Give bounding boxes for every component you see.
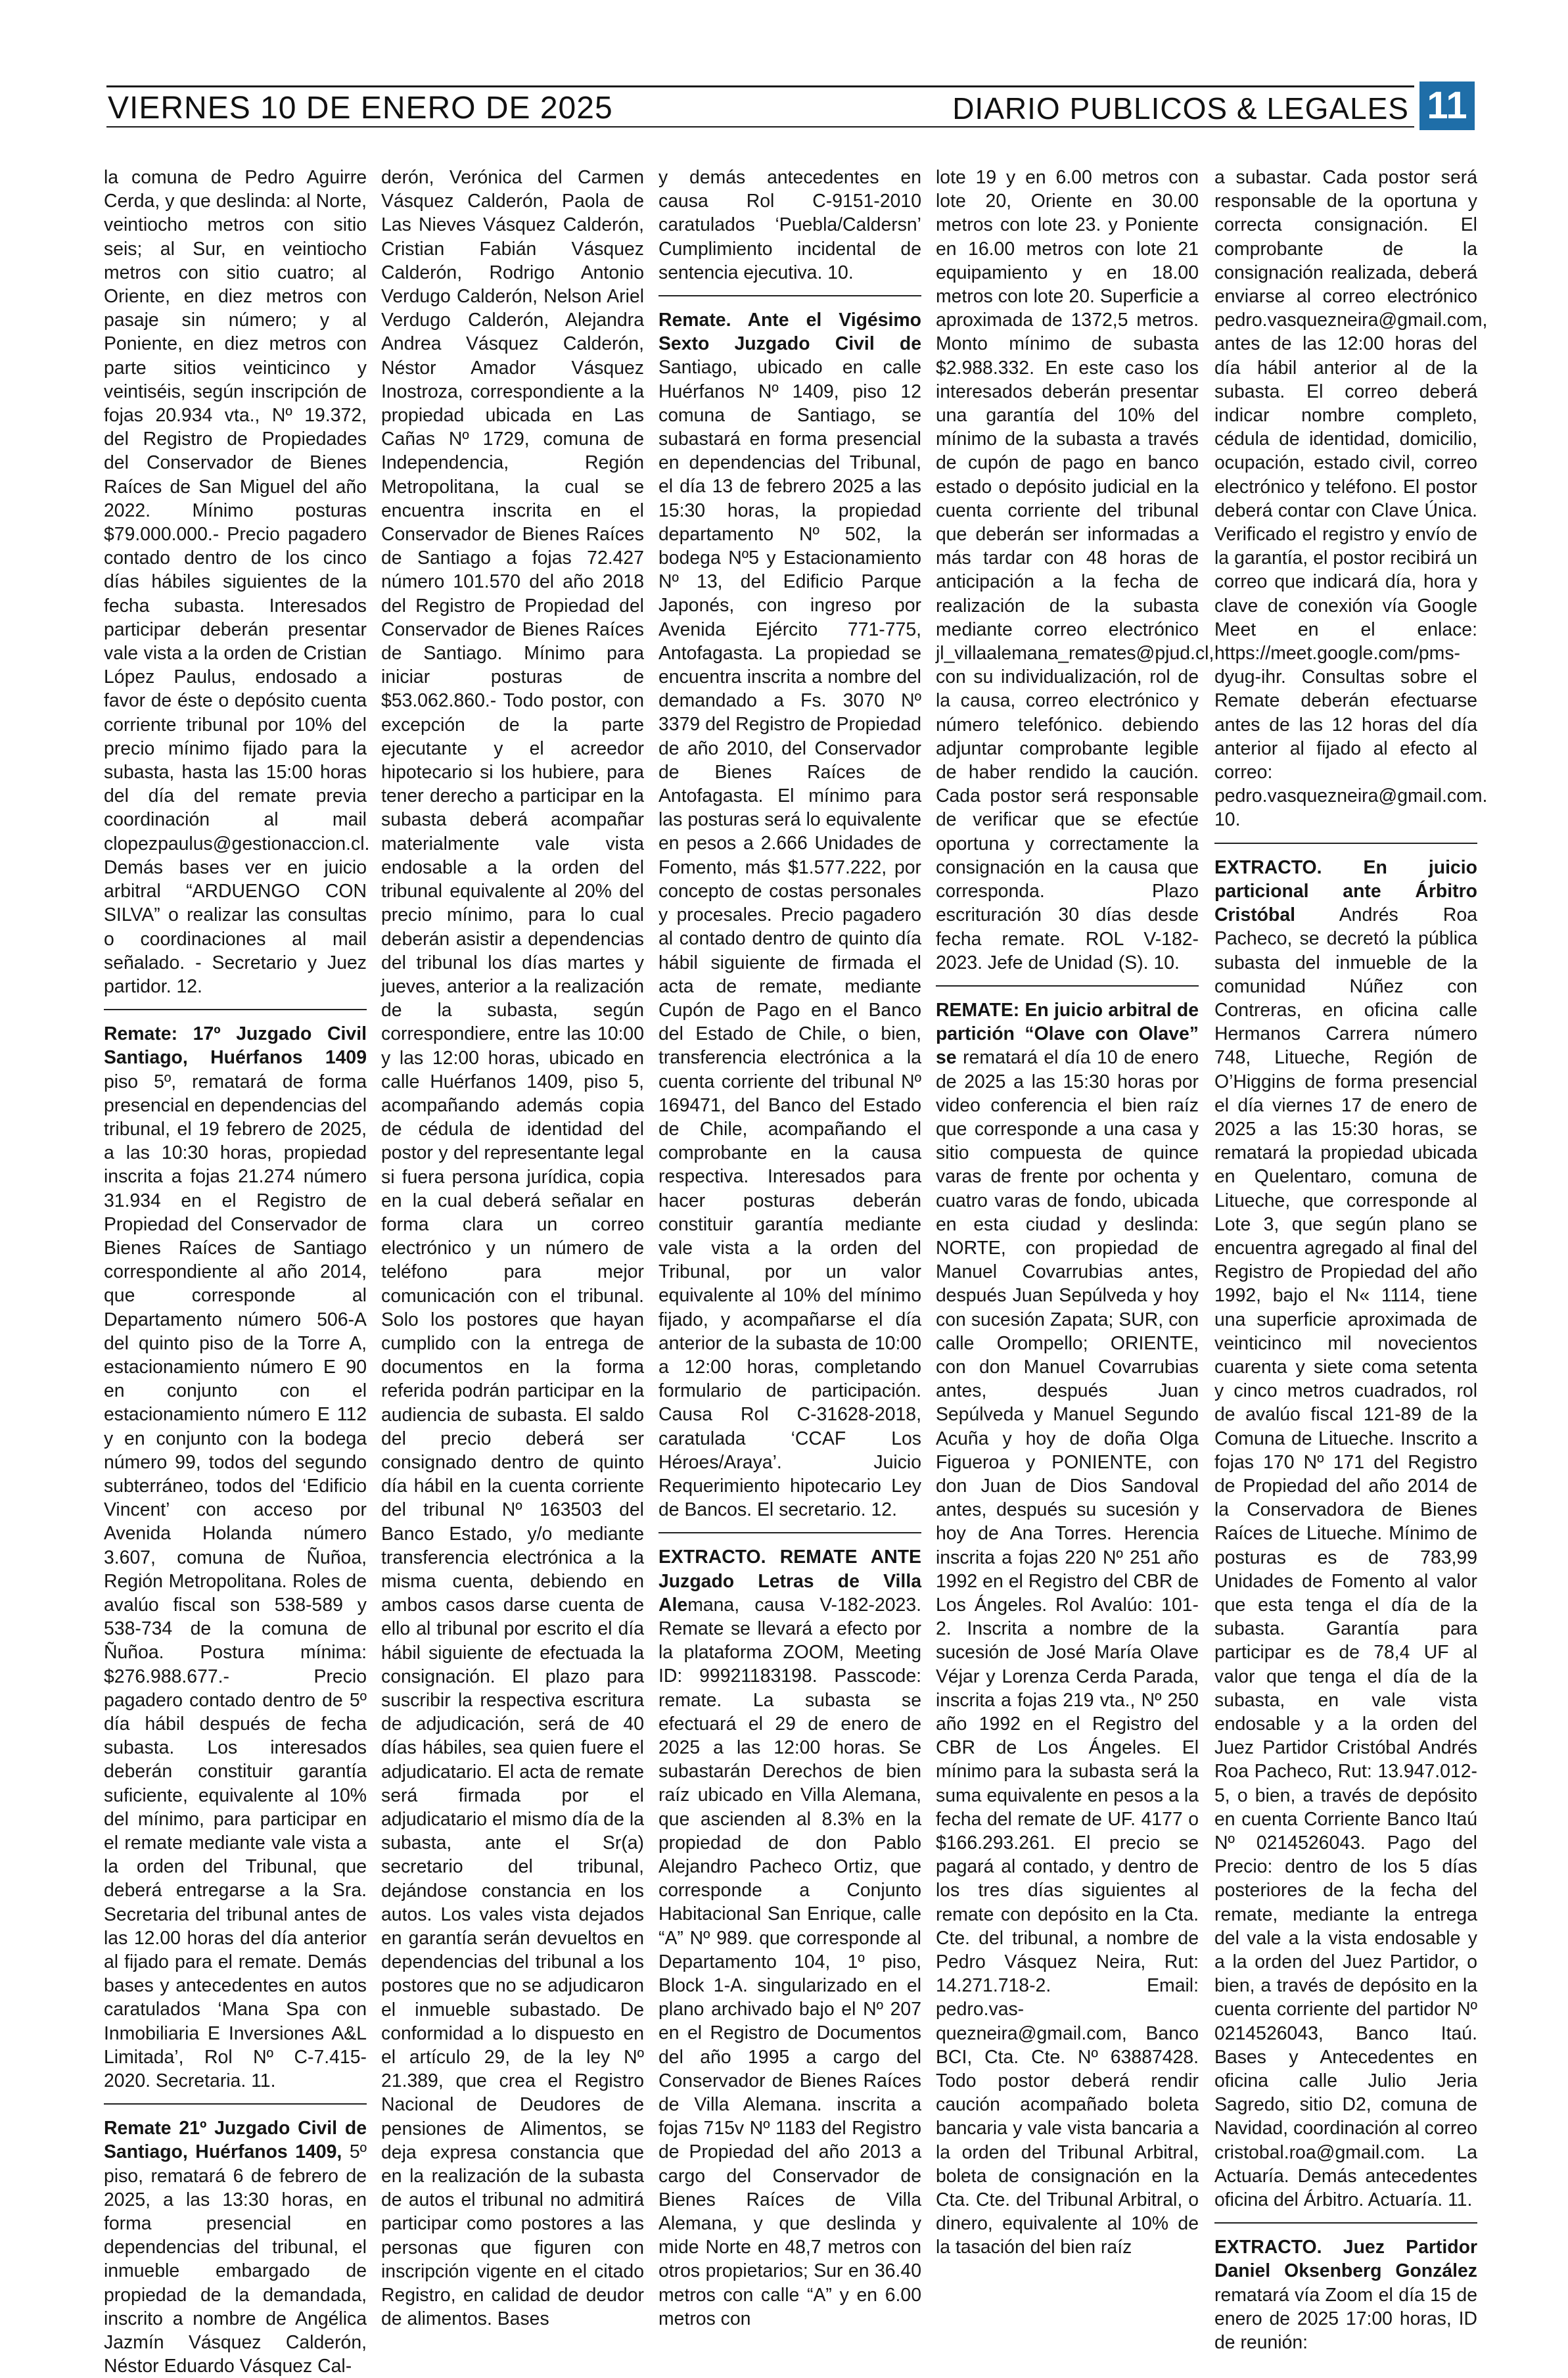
notice-body: y demás antecedentes en causa Rol C-9151-2010 caratulados ‘Puebla/Caldersn’ Cumplimiento incidental de sentencia ejecutiva. 10. [658, 167, 921, 283]
legal-notice [936, 166, 1214, 975]
notice-body: Santiago, ubicado en calle Huérfanos Nº 1409, piso 12 comuna de Santiago, se subastará en forma presencial en dependencias del Tribunal, el día 13 de febrero 2025 a las 15:30 horas, la propiedad departamento Nº 502, la bodega Nº5 y Estacionamiento Nº 13, del Edificio Parque Japonés, con ingreso por Avenida Ejército 771-775, Antofagasta. La propiedad se encuentra inscrita a nombre del demandado a Fs. 3070 Nº 3379 del Registro de Propiedad de año 2010, del Conservador de Bienes Raíces de Antofagasta. El mínimo para las posturas será lo equivalente en pesos a 2.666 Unidades de Fomento, más $1.577.222, por concepto de costas personales y procesales. Precio pagadero al contado dentro de quinto día hábil siguiente de firmada el acta de remate, mediante Cupón de Pago en el Banco del Estado de Chile, o bien, transferencia electrónica a la cuenta corriente del tribunal Nº 169471, del Banco del Estado de Chile, acompañando el comprobante en la causa respectiva. Interesados para hacer posturas deberán constituir garantía mediante vale vista a la orden del Tribunal, por un valor equivalente al 10% del mínimo fijado, y acompañarse el día anterior de la subasta de 10:00 a 12:00 horas, completando formulario de participación. Causa Rol C-31628-2018, caratulada ‘CCAF Los Héroes/Araya’. Juicio Requerimiento hipotecario Ley de Bancos. El secretario. 12. [658, 357, 921, 1521]
notice-body: a subastar. Cada postor será responsable de la oportuna y correcta consignación. El comprobante de la consignación realizada, deberá enviarse al correo electrónico pedro.vasquezneira@gmail.com, antes de las 12:00 horas del día hábil anterior al de la subasta. El correo deberá indicar nombre completo, cédula de identidad, domicilio, ocupación, estado civil, correo electrónico y teléfono. El postor deberá contar con Clave Única. Verificado el registro y envío de la garantía, el postor recibirá un correo que indicará día, hora y clave de conexión vía Google Meet en el enlace: https://meet.google.com/pms-dyug-ihr. Consultas sobre el Remate deberán efectuarse antes de las 12 horas del día anterior al fijado al efecto al correo: pedro.vasquezneira@gmail.com. 10. [1214, 167, 1488, 831]
notice-separator [104, 2103, 367, 2105]
notice-heading: EXTRACTO. REMATE ANTE Juzgado Letras de Villa Ale [658, 1547, 921, 1616]
legal-notice [1214, 2235, 1477, 2354]
header-publication-name: DIARIO PUBLICOS & LEGALES [952, 91, 1409, 126]
notice-body: rematará el día 10 de enero de 2025 a las 15:30 horas por video conferencia el bien raíz que corresponde a una casa y sitio compuesta de quince varas de frente por ochenta y cuatro varas de fondo, ubicada en esta ciudad y deslinda: NORTE, con propiedad de Manuel Covarrubias antes, después Juan Sepúlveda y hoy con sucesión Zapata; SUR, con calle Orompello; ORIENTE, con don Manuel Covarrubias antes, después Juan Sepúlveda y Manuel Segundo Acuña y hoy de doña Olga Figueroa y PONIENTE, con don Juan de Dios Sandoval antes, después su sucesión y hoy de Ana Torres. Herencia inscrita a fojas 220 Nº 251 año 1992 en el Registro del CBR de Los Ángeles. Rol Avalúo: 101-2. Inscrita a nombre de la sucesión de José María Olave Véjar y Lorenza Cerda Parada, inscrita a fojas 219 vta., Nº 250 año 1992 en el Registro del CBR de Los Ángeles. El mínimo para la subasta será la suma equivalente en pesos a la fecha del remate de UF. 4177 o $166.293.261. El precio se pagará al contado, y dentro de los tres días siguientes al remate con depósito en la Cta. Cte. del tribunal, a nombre de Pedro Vásquez Neira, Rut: 14.271.718-2. Email: pedro.vas-quezneira@gmail.com, Banco BCI, Cta. Cte. Nº 63887428. Todo postor deberá rendir caución acompañado boleta bancaria y vale vista bancaria a la orden del Tribunal Arbitral, boleta de consignación en la Cta. Cte. del Tribunal Arbitral, o dinero, equivalente al 10% de la tasación del bien raíz [936, 1047, 1199, 2258]
notice-separator [658, 1532, 921, 1533]
notice-body: derón, Verónica del Carmen Vásquez Calderón, Paola de Las Nieves Vásquez Calderón, Cristian Fabián Vásquez Calderón, Rodrigo Antonio Verdugo Calderón, Nelson Ariel Verdugo Calderón, Alejandra Andrea Vásquez Calderón, Néstor Amador Vásquez Inostroza, correspondiente a la propiedad ubicada en Las Cañas Nº 1729, comuna de Independencia, Región Metropolitana, la cual se encuentra inscrita en el Conservador de Bienes Raíces de Santiago a fojas 72.427 número 101.570 del año 2018 del Registro de Propiedad del Conservador de Bienes Raíces de Santiago. Mínimo para iniciar posturas de $53.062.860.- Todo postor, con excepción de la parte ejecutante y el acreedor hipotecario si los hubiere, para tener derecho a participar en la subasta deberá acompañar materialmente vale vista endosable a la orden del tribunal equivalente al 20% del precio mínimo, para lo cual deberán asistir a dependencias del tribunal los días martes y jueves, anterior a la realización de la subasta, según correspondiere, entre las 10:00 y las 12:00 horas, ubicado en calle Huérfanos 1409, piso 5, acompañando además copia de cédula de identidad del postor y del representante legal si fuera persona jurídica, copia en la cual deberá señalar en forma clara un correo electrónico y un número de teléfono para mejor comunicación con el tribunal. Solo los postores que hayan cumplido con la entrega de documentos en la forma referida podrán participar en la audiencia de subasta. El saldo del precio deberá ser consignado dentro de quinto día hábil en la cuenta corriente del tribunal Nº 163503 del Banco Estado, y/o mediante transferencia electrónica a la misma cuenta, debiendo en ambos casos darse cuenta de ello al tribunal por escrito el día hábil siguiente de efectuada la consignación. El plazo para suscribir la respectiva escritura de adjudicación, será de 40 días hábiles, sea quien fuere el adjudicatario. El acta de remate será firmada por el adjudicatario el mismo día de la subasta, ante el Sr(a) secretario del tribunal, dejándose constancia en los autos. Los vales vista dejados en garantía serán devueltos en dependencias del tribunal a los postores que no se adjudicaron el inmueble subastado. De conformidad a lo dispuesto en el artículo 29, de la ley Nº 21.389, que crea el Registro Nacional de Deudores de pensiones de Alimentos, se deja expresa constancia que en la realización de la subasta de autos el tribunal no admitirá participar como postores a las personas que figuren con inscripción vigente en el citado Registro, en calidad de deudor de alimentos. Bases [381, 167, 644, 2330]
notice-heading: Remate 21º Juzgado Civil de Santiago, Huérfanos 1409, [104, 2118, 367, 2163]
notice-heading: EXTRACTO. En juicio particional ante Árbitro Cristóbal [1214, 856, 1477, 926]
legal-notice [936, 998, 1199, 2260]
legal-notice [1214, 166, 1488, 832]
header-date: VIERNES 10 DE ENERO DE 2025 [108, 91, 613, 126]
legal-notice [381, 166, 644, 2331]
notice-body: rematará vía Zoom el día 15 de enero de 2025 17:00 horas, ID de reunión: [1214, 2284, 1477, 2354]
column-3 [658, 166, 921, 2329]
notice-separator [104, 1009, 367, 1010]
column-2 [381, 166, 644, 2330]
legal-notice [104, 166, 370, 998]
notice-separator [1214, 843, 1477, 844]
column-4 [936, 166, 1214, 2269]
header-bottom-rule [106, 126, 1414, 128]
notice-separator [1214, 2222, 1477, 2224]
legal-notice [104, 1022, 367, 2093]
notice-body: la comuna de Pedro Aguirre Cerda, y que deslinda: al Norte, veintiocho metros con sitio seis; al Sur, en veintiocho metros con sitio cuatro; al Oriente, en diez metros con pasaje sin número; y al Poniente, en diez metros con parte sitios veinticinco y veintiséis, según inscripción de fojas 20.934 vta., Nº 19.372, del Registro de Propiedades del Conservador de Bienes Raíces de San Miguel del año 2022. Mínimo posturas $79.000.000.- Precio pagadero contado dentro de los cinco días hábiles siguientes de la fecha subasta. Interesados participar deberán presentar vale vista a la orden de Cristian López Paulus, endosado a favor de éste o depósito cuenta corriente tribunal por 10% del precio mínimo fijado para la subasta, hasta las 15:00 horas del día del remate previa coordinación al mail clopezpaulus@gestionaccion.cl. Demás bases ver en juicio arbitral “ARDUENGO CON SILVA” o realizar las consultas o coordinaciones al mail señalado. - Secretario y Juez partidor. 12. [104, 167, 370, 997]
notice-body: mana, causa V-182-2023. Remate se llevará a efecto por la plataforma ZOOM, Meeting ID: 99921183198. Passcode: remate. La subasta se efectuará el 29 de enero de 2025 a las 12:00 horas. Se subastarán Derechos de bien raíz ubicado en Villa Alemana, que ascienden al 8.3% en la propiedad de don Pablo Alejandro Pacheco Ortiz, que corresponde a Conjunto Habitacional San Enrique, calle “A” Nº 989. que corresponde al Departamento 104, 1º piso, Block 1-A. singularizado en el plano archivado bajo el Nº 207 en el Registro de Documentos del año 1995 a cargo del Conservador de Bienes Raíces de Villa Alemana. inscrita a fojas 715v Nº 1183 del Registro de Propiedad del año 2013 a cargo del Conservador de Bienes Raíces de Villa Alemana, y que deslinda y mide Norte en 48,7 metros con otros propietarios; Sur en 36.40 metros con calle “A” y en 6.00 metros con [658, 1594, 921, 2329]
column-5 [1214, 166, 1488, 2354]
notice-separator [658, 295, 921, 296]
page-header [106, 80, 1475, 131]
notice-heading: Remate. Ante el Vigésimo Sexto Juzgado Civil de [658, 310, 921, 355]
notice-body: Andrés Roa Pacheco, se decretó la pública subasta del inmueble de la comunidad Núñez con Contreras, en oficina calle Hermanos Carrera número 748, Litueche, Región de O’Higgins de forma presencial el día viernes 17 de enero de 2025 a las 15:30 horas, se rematará la propiedad ubicada en Quelentaro, comuna de Litueche, que corresponde al Lote 3, que según plano se encuentra agregado al final del Registro de Propiedad del año 1992, bajo el N« 1114, tiene una superficie aproximada de veinticinco mil novecientos cuarenta y siete coma setenta y cinco metros cuadrados, rol de avalúo fiscal 121-89 de la Comuna de Litueche. Inscrito a fojas 170 Nº 171 del Registro de Propiedad del año 2014 de la Conservadora de Bienes Raíces de Litueche. Mínimo de posturas es de 783,99 Unidades de Fomento al valor que esta tenga el día de la subasta. Garantía para participar es de 78,4 UF al valor que tenga el día de la subasta, en vale vista endosable y a la orden del Juez Partidor Cristóbal Andrés Roa Pacheco, Rut: 13.947.012-5, o bien, a través de depósito en cuenta Corriente Banco Itaú Nº 0214526043. Pago del Precio: dentro de los 5 días posteriores de la fecha del remate, mediante la entrega del vale a la vista endosable y a la orden del Juez Partidor, o bien, a través de depósito en la cuenta corriente del partidor Nº 0214526043, Banco Itaú. Bases y Antecedentes en oficina calle Julio Jeria Sagredo, sitio D2, comuna de Navidad, coordinación al correo cristobal.roa@gmail.com. La Actuaría. Demás antecedentes oficina del Árbitro. Actuaría. 11. [1214, 904, 1477, 2211]
notice-heading: Remate: 17º Juzgado Civil Santiago, Huérfanos 1409 [104, 1023, 367, 1069]
notice-body: lote 19 y en 6.00 metros con lote 20, Oriente en 30.00 metros con lote 23. y Poniente en 16.00 metros con lote 21 equipamiento y en 18.00 metros con lote 20. Superficie a aproximada de 1372,5 metros. Monto mínimo de subasta $2.988.332. En este caso los interesados deberán presentar una garantía del 10% del mínimo de la subasta a través de cupón de pago en banco estado o depósito judicial en la cuenta corriente del tribunal que deberán ser informadas a más tardar con 48 horas de anticipación a la fecha de realización de la subasta mediante correo electrónico jl_villaalemana_remates@pjud.cl, con su individualización, rol de la causa, correo electrónico y número telefónico. debiendo adjuntar comprobante legible de haber rendido la caución. Cada postor será responsable de verificar que se efectúe oportuna y correctamente la consignación en la causa que corresponda. Plazo escrituración 30 días desde fecha remate. ROL V-182-2023. Jefe de Unidad (S). 10. [936, 167, 1214, 973]
notice-heading: REMATE: En juicio arbitral de partición “Olave con Olave” se [936, 999, 1199, 1069]
notices-columns [104, 166, 1488, 2377]
header-top-rule [106, 85, 1414, 87]
notice-separator [936, 985, 1199, 987]
legal-notice [104, 2116, 367, 2378]
page-number-badge: 11 [1419, 82, 1475, 130]
legal-notice [658, 308, 921, 1522]
column-1 [104, 166, 370, 2377]
legal-notice [1214, 856, 1477, 2212]
legal-notice [658, 1545, 921, 2331]
notice-body: piso 5º, rematará de forma presencial en dependencias del tribunal, el 19 febrero de 2025, a las 10:30 horas, propiedad inscrita a fojas 21.274 número 31.934 en el Registro de Propiedad del Conservador de Bienes Raíces de Santiago correspondiente al año 2014, que corresponde al Departamento número 506-A del quinto piso de la Torre A, estacionamiento número E 90 en conjunto con el estacionamiento número E 112 y en conjunto con la bodega número 99, todos del segundo subterráneo, todos del ‘Edificio Vincent’ con acceso por Avenida Holanda número 3.607, comuna de Ñuñoa, Región Metropolitana. Roles de avalúo fiscal son 538-589 y 538-734 de la comuna de Ñuñoa. Postura mínima: $276.988.677.- Precio pagadero contado dentro de 5º día hábil después de fecha subasta. Los interesados deberán constituir garantía suficiente, equivalente al 10% del mínimo, para participar en el remate mediante vale vista a la orden del Tribunal, que deberá entregarse a la Sra. Secretaria del tribunal antes de las 12.00 horas del día anterior al fijado para el remate. Demás bases y antecedentes en autos caratulados ‘Mana Spa con Inmobiliaria E Inversiones A&L Limitada’, Rol Nº C-7.415-2020. Secretaria. 11. [104, 1071, 367, 2092]
notice-heading: EXTRACTO. Juez Partidor Daniel Oksenberg González [1214, 2237, 1477, 2282]
notice-body: 5º piso, rematará 6 de febrero de 2025, a las 13:30 horas, en forma presencial en dependencias del tribunal, el inmueble embargado de propiedad de la demandada, inscrito a nombre de Angélica Jazmín Vásquez Calderón, Néstor Eduardo Vásquez Cal- [104, 2141, 367, 2377]
legal-notice [658, 166, 921, 285]
